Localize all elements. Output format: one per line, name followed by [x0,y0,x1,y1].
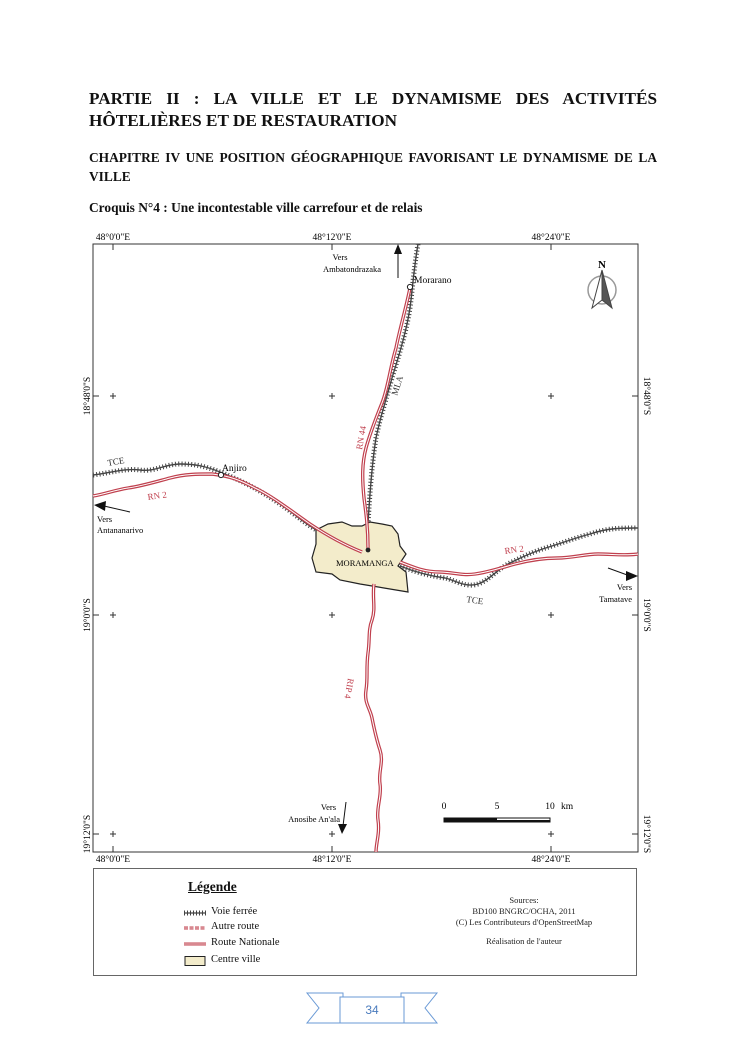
place-morarano: Morarano [414,276,452,286]
other-road-symbol-icon [184,923,206,933]
lat-label-left-mid: 19°0'0"S [83,598,93,632]
label-rn2-west: RN 2 [146,489,168,502]
lon-label-top-mid: 48°12'0"E [312,233,352,243]
label-rn44: RN 44 [354,425,369,451]
label-rn2-east: RN 2 [503,543,525,556]
legend-box [93,868,637,976]
dir-south-place: Anosibe An'ala [288,814,340,824]
dir-north-place: Ambatondrazaka [322,264,382,274]
sources-credit: Réalisation de l'auteur [486,936,562,946]
moramanga-point [366,548,371,553]
sources-label: Sources: [509,895,539,905]
lon-label-bottom-mid: 48°12'0"E [312,855,352,865]
lat-label-right-bottom: 19°12'0"S [641,814,651,854]
scale-unit: km [561,802,574,812]
north-arrow-label: N [598,259,606,271]
scale-tick-0: 0 [441,802,447,812]
town-center-symbol-icon [184,956,206,966]
map-figure [80,228,654,868]
lon-label-bottom-right: 48°24'0"E [531,855,571,865]
sources-line-2: (C) Les Contributeurs d'OpenStreetMap [455,917,593,927]
lat-label-right-top: 18°48'0"S [641,376,651,416]
dir-north-vers: Vers [332,252,348,262]
lat-label-right-mid: 19°0'0"S [641,598,651,632]
national-road-symbol-icon [184,939,206,949]
label-rip4: RIP 4 [342,677,356,700]
label-tce-west: TCE [106,455,126,468]
dir-east-vers: Vers [616,582,632,592]
legend-label-railway: Voie ferrée [211,906,258,917]
lon-label-top-left: 48°0'0"E [95,233,131,243]
morarano-point [407,284,412,289]
lat-label-left-bottom: 19°12'0"S [83,814,93,854]
label-tce-east: TCE [465,594,484,607]
dir-south-vers: Vers [320,802,336,812]
place-moramanga: MORAMANGA [336,558,394,568]
scale-bar [444,818,550,822]
place-anjiro: Anjiro [222,464,247,474]
lat-label-left-top: 18°48'0"S [83,376,93,416]
part-title: PARTIE II : LA VILLE ET LE DYNAMISME DES ACTIVITÉS HÔTELIÈRES ET DE RESTAURATION [89,89,657,130]
page-number: 34 [365,1003,379,1017]
lon-label-top-right: 48°24'0"E [531,233,571,243]
chapter-title: CHAPITRE IV UNE POSITION GÉOGRAPHIQUE FAVORISANT LE DYNAMISME DE LA VILLE [89,150,657,184]
scale-tick-10: 10 [545,802,555,812]
railway-symbol-icon [184,908,206,918]
legend-title: Légende [188,879,237,894]
label-mla: MLA [389,374,406,397]
figure-title: Croquis N°4 : Une incontestable ville carrefour et de relais [89,200,423,215]
sources-line-1: BD100 BNGRC/OCHA, 2011 [472,906,576,916]
dir-west-place: Antananarivo [97,525,144,535]
legend-label-town-center: Centre ville [211,954,261,965]
lon-label-bottom-left: 48°0'0"E [95,855,131,865]
dir-east-place: Tamatave [599,594,632,604]
legend-label-national-road: Route Nationale [211,937,280,948]
dir-west-vers: Vers [97,514,113,524]
legend-sources [439,895,609,947]
scale-tick-5: 5 [494,802,500,812]
legend-label-other-road: Autre route [211,921,260,932]
